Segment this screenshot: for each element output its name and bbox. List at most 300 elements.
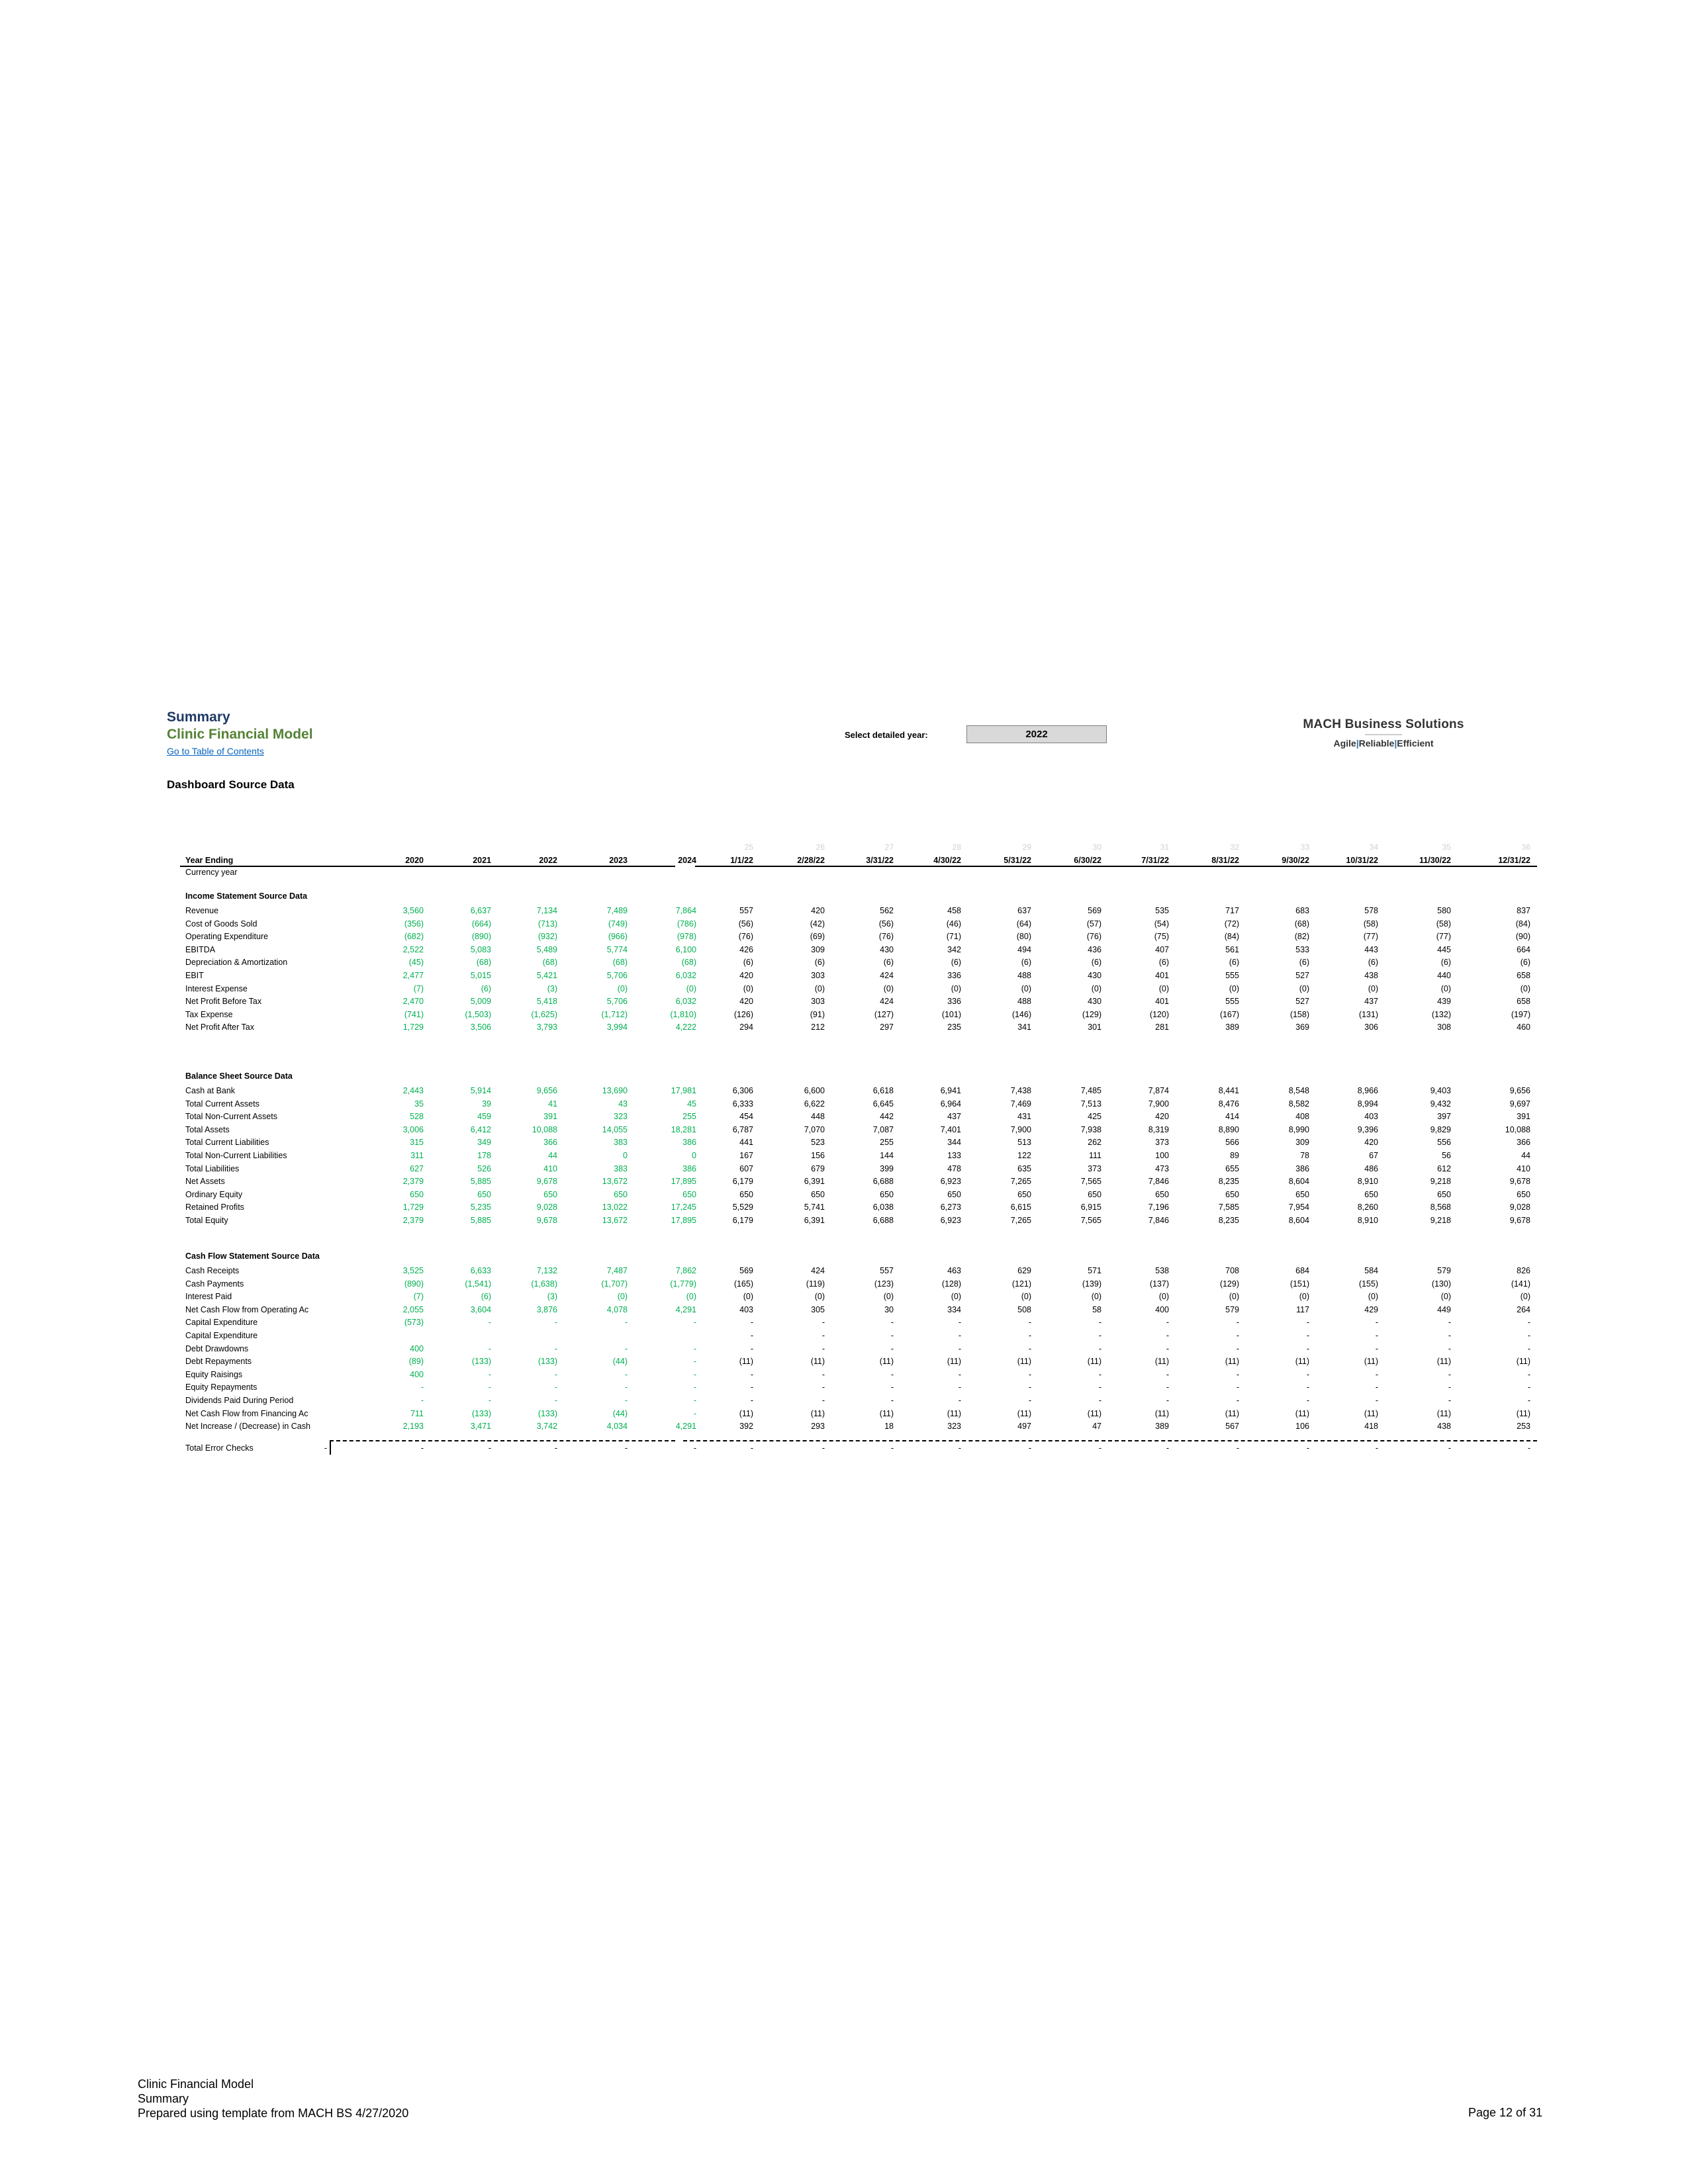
row-label: Debt Drawdowns	[185, 1343, 249, 1353]
year-value: (89)	[408, 1357, 424, 1367]
month-value: 420	[1364, 1138, 1378, 1148]
month-value: (0)	[743, 1292, 753, 1302]
month-value: 8,604	[1288, 1177, 1309, 1187]
year-value: 6,633	[470, 1266, 491, 1275]
month-value: (11)	[947, 1357, 961, 1367]
year-value: 9,678	[536, 1216, 557, 1225]
year-value: 3,506	[470, 1023, 491, 1032]
year-value: (133)	[538, 1357, 557, 1367]
year-value: (7)	[413, 983, 424, 993]
year-value: 5,489	[536, 944, 557, 954]
month-index: 32	[1230, 842, 1239, 852]
month-value: 401	[1155, 997, 1169, 1007]
year-header: 2020	[405, 856, 424, 865]
year-value: (133)	[471, 1408, 491, 1418]
month-value: (11)	[1087, 1408, 1102, 1418]
month-value: 494	[1017, 944, 1031, 954]
month-value: 420	[811, 906, 825, 915]
error-year-value: -	[420, 1443, 424, 1453]
year-value: -	[488, 1396, 491, 1405]
logo-rule	[1365, 734, 1402, 735]
year-value: 3,560	[402, 906, 424, 915]
year-value: 5,421	[536, 971, 557, 980]
month-value: (131)	[1358, 1009, 1378, 1019]
month-value: 6,391	[804, 1177, 825, 1187]
table-row	[180, 956, 1537, 969]
year-value: 4,222	[675, 1023, 696, 1032]
month-value: 7,265	[1010, 1177, 1031, 1187]
year-value: 5,235	[470, 1203, 491, 1212]
month-index: 30	[1092, 842, 1102, 852]
month-value: (11)	[947, 1408, 961, 1418]
footer-page-number: Page 12 of 31	[1468, 2106, 1543, 2119]
month-value: -	[750, 1396, 753, 1405]
month-value: 7,565	[1080, 1216, 1102, 1225]
month-value: (0)	[1229, 983, 1239, 993]
year-value: 10,088	[532, 1124, 557, 1134]
month-value: 441	[739, 1138, 753, 1148]
month-value: 386	[1295, 1163, 1309, 1173]
header-row	[180, 854, 1537, 867]
month-value: -	[890, 1343, 894, 1353]
table-row	[180, 904, 1537, 917]
month-value: 473	[1155, 1163, 1169, 1173]
month-value: -	[1527, 1396, 1530, 1405]
table-row	[180, 1355, 1537, 1368]
month-value: 837	[1517, 906, 1530, 915]
month-value: 584	[1364, 1266, 1378, 1275]
year-value: 5,914	[470, 1086, 491, 1095]
month-value: 6,964	[940, 1099, 961, 1109]
month-value: 561	[1225, 944, 1239, 954]
month-value: 443	[1364, 944, 1378, 954]
month-value: 438	[1364, 971, 1378, 980]
row-label: EBITDA	[185, 944, 216, 954]
year-value: 7,864	[675, 906, 696, 915]
month-index: 26	[816, 842, 825, 852]
month-value: -	[1236, 1343, 1239, 1353]
month-value: 527	[1295, 997, 1309, 1007]
year-value: (68)	[612, 958, 628, 968]
month-value: (139)	[1082, 1279, 1102, 1289]
month-value: 454	[739, 1112, 753, 1122]
month-value: 533	[1295, 944, 1309, 954]
year-value: 39	[482, 1099, 491, 1109]
year-value: -	[488, 1318, 491, 1328]
month-value: 9,432	[1430, 1099, 1451, 1109]
month-value: 571	[1088, 1266, 1102, 1275]
year-value: 7,132	[536, 1266, 557, 1275]
month-value: 8,910	[1357, 1177, 1378, 1187]
month-value: -	[750, 1343, 753, 1353]
year-value: (6)	[481, 983, 491, 993]
month-value: 6,923	[940, 1216, 961, 1225]
month-value: (0)	[1229, 1292, 1239, 1302]
year-value: -	[554, 1343, 557, 1353]
month-value: (0)	[1091, 983, 1102, 993]
month-value: 683	[1295, 906, 1309, 915]
year-value: 5,706	[606, 997, 628, 1007]
month-header: 12/31/22	[1498, 856, 1530, 865]
month-value: 7,196	[1148, 1203, 1169, 1212]
month-value: (11)	[810, 1408, 825, 1418]
month-index: 31	[1160, 842, 1169, 852]
month-value: 458	[947, 906, 961, 915]
month-value: 297	[880, 1023, 894, 1032]
month-value: 9,028	[1509, 1203, 1530, 1212]
month-value: (6)	[1520, 958, 1530, 968]
month-value: -	[750, 1318, 753, 1328]
month-value: 6,179	[732, 1177, 753, 1187]
row-label: Capital Expenditure	[185, 1318, 258, 1328]
month-value: 5,741	[804, 1203, 825, 1212]
month-value: (130)	[1431, 1279, 1451, 1289]
row-label: Cash Payments	[185, 1279, 244, 1289]
month-value: 6,923	[940, 1177, 961, 1187]
month-value: 336	[947, 997, 961, 1007]
error-month-value: -	[1448, 1443, 1451, 1453]
month-value: -	[1375, 1383, 1378, 1392]
year-value: -	[624, 1343, 628, 1353]
table-row	[180, 1021, 1537, 1034]
row-label: Tax Expense	[185, 1009, 233, 1019]
month-value: 303	[811, 997, 825, 1007]
month-value: 420	[1155, 1112, 1169, 1122]
month-value: 486	[1364, 1163, 1378, 1173]
year-value: (133)	[538, 1408, 557, 1418]
month-value: 334	[947, 1304, 961, 1314]
year-value: 366	[543, 1138, 557, 1148]
table-row	[180, 1214, 1537, 1227]
month-value: 8,994	[1357, 1099, 1378, 1109]
month-value: 117	[1296, 1304, 1309, 1314]
month-value: (132)	[1431, 1009, 1451, 1019]
month-value: 635	[1017, 1163, 1031, 1173]
month-value: (56)	[878, 919, 894, 929]
month-value: (0)	[883, 1292, 894, 1302]
month-value: (151)	[1289, 1279, 1309, 1289]
month-value: 10,088	[1505, 1124, 1530, 1134]
month-value: -	[1166, 1383, 1169, 1392]
month-value: (58)	[1436, 919, 1451, 929]
error-month-value: -	[890, 1443, 894, 1453]
year-value: 650	[477, 1189, 491, 1199]
month-value: (11)	[1516, 1357, 1530, 1367]
table-row	[180, 1188, 1537, 1201]
month-value: (76)	[1086, 932, 1102, 942]
year-value: -	[554, 1318, 557, 1328]
year-value: 4,291	[675, 1304, 696, 1314]
month-value: (6)	[1021, 958, 1031, 968]
month-value: (0)	[1021, 983, 1031, 993]
error-month-value: -	[821, 1443, 825, 1453]
logo-name: MACH Business Solutions	[1303, 717, 1464, 731]
table-row	[180, 1381, 1537, 1394]
month-value: 7,585	[1218, 1203, 1239, 1212]
year-value: (890)	[471, 932, 491, 942]
month-value: 569	[739, 1266, 753, 1275]
row-label: Debt Repayments	[185, 1357, 252, 1367]
year-value: (1,541)	[465, 1279, 491, 1289]
month-value: (11)	[1225, 1357, 1239, 1367]
month-value: -	[890, 1396, 894, 1405]
year-value: 2,379	[402, 1177, 424, 1187]
month-value: 308	[1437, 1023, 1451, 1032]
month-value: 6,688	[872, 1177, 894, 1187]
footer-left	[138, 2077, 408, 2120]
year-value: -	[693, 1396, 696, 1405]
month-value: (11)	[1295, 1357, 1309, 1367]
year-value: -	[693, 1369, 696, 1379]
month-value: 430	[880, 944, 894, 954]
month-value: (46)	[946, 919, 961, 929]
year-value: (44)	[612, 1357, 628, 1367]
month-value: 655	[1225, 1163, 1239, 1173]
year-value: 7,134	[536, 906, 557, 915]
month-value: 424	[880, 997, 894, 1007]
year-value: -	[693, 1318, 696, 1328]
month-value: 9,218	[1430, 1177, 1451, 1187]
month-value: 336	[947, 971, 961, 980]
month-value: 437	[1364, 997, 1378, 1007]
error-month-value: -	[1236, 1443, 1239, 1453]
year-value: (1,712)	[601, 1009, 628, 1019]
month-value: -	[1306, 1331, 1309, 1340]
month-value: -	[1028, 1396, 1031, 1405]
year-value: 459	[477, 1112, 491, 1122]
month-value: 440	[1437, 971, 1451, 980]
month-value: 100	[1155, 1151, 1169, 1160]
error-year-value: -	[693, 1443, 696, 1453]
month-value: 538	[1155, 1266, 1169, 1275]
section-heading-label: Cash Flow Statement Source Data	[185, 1251, 320, 1261]
table-row	[180, 969, 1537, 982]
month-value: 401	[1155, 971, 1169, 980]
month-value: -	[1375, 1343, 1378, 1353]
row-label: Net Profit After Tax	[185, 1023, 254, 1032]
month-value: 7,469	[1010, 1099, 1031, 1109]
month-value: -	[1236, 1383, 1239, 1392]
month-value: 580	[1437, 906, 1451, 915]
month-value: 9,403	[1430, 1086, 1451, 1095]
month-value: (72)	[1224, 919, 1239, 929]
month-value: 408	[1295, 1112, 1309, 1122]
year-value: 5,706	[606, 971, 628, 980]
month-value: 8,235	[1218, 1177, 1239, 1187]
month-value: 9,678	[1509, 1177, 1530, 1187]
year-value: 1,729	[402, 1203, 424, 1212]
month-value: -	[1166, 1369, 1169, 1379]
row-label: Cash Receipts	[185, 1266, 240, 1275]
month-value: 9,396	[1357, 1124, 1378, 1134]
row-label: Net Assets	[185, 1177, 225, 1187]
month-value: (69)	[810, 932, 825, 942]
year-value: 400	[410, 1369, 424, 1379]
month-value: 156	[811, 1151, 825, 1160]
table-row	[180, 1368, 1537, 1381]
month-value: 8,476	[1218, 1099, 1239, 1109]
month-value: 366	[1517, 1138, 1530, 1148]
month-value: 9,678	[1509, 1216, 1530, 1225]
month-value: -	[1028, 1331, 1031, 1340]
year-value: 2,522	[402, 944, 424, 954]
year-value: 627	[410, 1163, 424, 1173]
month-value: (0)	[1299, 983, 1309, 993]
year-value: 9,656	[536, 1086, 557, 1095]
year-value: 5,015	[470, 971, 491, 980]
month-value: 431	[1017, 1112, 1031, 1122]
month-value: -	[1098, 1318, 1102, 1328]
month-value: 294	[739, 1023, 753, 1032]
month-value: (6)	[1091, 958, 1102, 968]
month-value: 7,513	[1080, 1099, 1102, 1109]
year-value: (44)	[612, 1408, 628, 1418]
month-value: 58	[1092, 1304, 1102, 1314]
month-value: (56)	[738, 919, 753, 929]
page-title: Summary	[167, 709, 230, 725]
year-value: 41	[548, 1099, 557, 1109]
table-row	[180, 943, 1537, 956]
month-value: -	[1448, 1369, 1451, 1379]
month-value: 133	[947, 1151, 961, 1160]
month-value: 578	[1364, 906, 1378, 915]
year-value: 410	[543, 1163, 557, 1173]
year-value: (68)	[542, 958, 557, 968]
month-value: -	[1448, 1383, 1451, 1392]
month-value: 566	[1225, 1138, 1239, 1148]
year-value: 17,895	[671, 1177, 696, 1187]
month-value: 167	[739, 1151, 753, 1160]
month-value: -	[890, 1318, 894, 1328]
row-label: Dividends Paid During Period	[185, 1396, 294, 1405]
month-value: -	[750, 1383, 753, 1392]
month-header: 1/1/22	[730, 856, 753, 865]
month-value: 6,941	[940, 1086, 961, 1095]
month-value: 420	[739, 997, 753, 1007]
month-value: 8,966	[1357, 1086, 1378, 1095]
month-value: 439	[1437, 997, 1451, 1007]
month-value: 650	[1295, 1189, 1309, 1199]
row-label: Total Current Liabilities	[185, 1138, 269, 1148]
month-value: (11)	[1154, 1408, 1169, 1418]
month-value: 436	[1088, 944, 1102, 954]
table-row	[180, 1316, 1537, 1329]
year-value: (3)	[547, 983, 557, 993]
month-value: 650	[1437, 1189, 1451, 1199]
month-value: (0)	[1021, 1292, 1031, 1302]
year-value: 7,487	[606, 1266, 628, 1275]
month-value: 430	[1088, 971, 1102, 980]
year-value: 6,412	[470, 1124, 491, 1134]
month-value: (155)	[1358, 1279, 1378, 1289]
month-value: 309	[811, 944, 825, 954]
month-value: (6)	[1229, 958, 1239, 968]
month-index: 27	[884, 842, 894, 852]
month-value: 264	[1517, 1304, 1530, 1314]
month-value: 397	[1437, 1112, 1451, 1122]
year-value: 349	[477, 1138, 491, 1148]
footer-prepared-note: Prepared using template from MACH BS 4/27/2020	[138, 2107, 409, 2120]
year-value: -	[693, 1357, 696, 1367]
year-value: (978)	[677, 932, 696, 942]
header-underline-years	[180, 866, 675, 867]
month-value: (91)	[810, 1009, 825, 1019]
year-value: 2,477	[402, 971, 424, 980]
table-row	[180, 1290, 1537, 1303]
month-value: (141)	[1511, 1279, 1530, 1289]
month-value: 391	[1517, 1112, 1530, 1122]
month-value: 7,954	[1288, 1203, 1309, 1212]
model-subtitle: Clinic Financial Model	[167, 727, 313, 742]
month-value: -	[1166, 1343, 1169, 1353]
month-value: 684	[1295, 1266, 1309, 1275]
table-row	[180, 1277, 1537, 1291]
month-value: (11)	[1295, 1408, 1309, 1418]
year-value: -	[624, 1369, 628, 1379]
year-value: 3,604	[470, 1304, 491, 1314]
month-value: (77)	[1363, 932, 1378, 942]
month-value: (0)	[1520, 983, 1530, 993]
month-value: (6)	[743, 958, 753, 968]
table-of-contents-link[interactable]: Go to Table of Contents	[167, 746, 264, 756]
month-value: 7,900	[1010, 1124, 1031, 1134]
year-value: (6)	[481, 1292, 491, 1302]
year-value: 0	[692, 1151, 696, 1160]
year-selector[interactable]: 2022	[966, 725, 1107, 743]
row-label: Capital Expenditure	[185, 1331, 258, 1340]
year-value: 386	[682, 1163, 696, 1173]
year-value: (0)	[617, 983, 628, 993]
year-value: -	[693, 1343, 696, 1353]
month-value: 6,391	[804, 1216, 825, 1225]
year-value: (1,503)	[465, 1009, 491, 1019]
month-value: 424	[811, 1266, 825, 1275]
month-value: 323	[947, 1422, 961, 1432]
month-value: (167)	[1219, 1009, 1239, 1019]
month-value: 650	[1088, 1189, 1102, 1199]
month-value: 513	[1017, 1138, 1031, 1148]
year-value: (664)	[471, 919, 491, 929]
year-value: -	[420, 1383, 424, 1392]
month-value: -	[1098, 1331, 1102, 1340]
row-label: Net Cash Flow from Financing Ac	[185, 1408, 308, 1418]
month-value: -	[1098, 1396, 1102, 1405]
year-value: (741)	[404, 1009, 424, 1019]
month-value: 400	[1155, 1304, 1169, 1314]
logo-tagline-agile: Agile	[1333, 738, 1356, 749]
month-value: (11)	[1087, 1357, 1102, 1367]
month-value: (197)	[1511, 1009, 1530, 1019]
month-value: (101)	[941, 1009, 961, 1019]
month-value: 430	[1088, 997, 1102, 1007]
currency-row	[180, 866, 1537, 879]
month-value: -	[1098, 1369, 1102, 1379]
month-value: 7,938	[1080, 1124, 1102, 1134]
month-value: 212	[811, 1023, 825, 1032]
month-value: (0)	[951, 1292, 961, 1302]
month-value: 309	[1295, 1138, 1309, 1148]
header-underline-months	[695, 866, 1537, 867]
year-value: 13,022	[602, 1203, 628, 1212]
month-value: 6,645	[872, 1099, 894, 1109]
month-value: -	[1375, 1318, 1378, 1328]
year-value: 1,729	[402, 1023, 424, 1032]
year-value: (0)	[686, 1292, 696, 1302]
month-value: -	[1306, 1383, 1309, 1392]
year-value: (1,638)	[531, 1279, 557, 1289]
month-value: 9,697	[1509, 1099, 1530, 1109]
month-value: (64)	[1016, 919, 1031, 929]
